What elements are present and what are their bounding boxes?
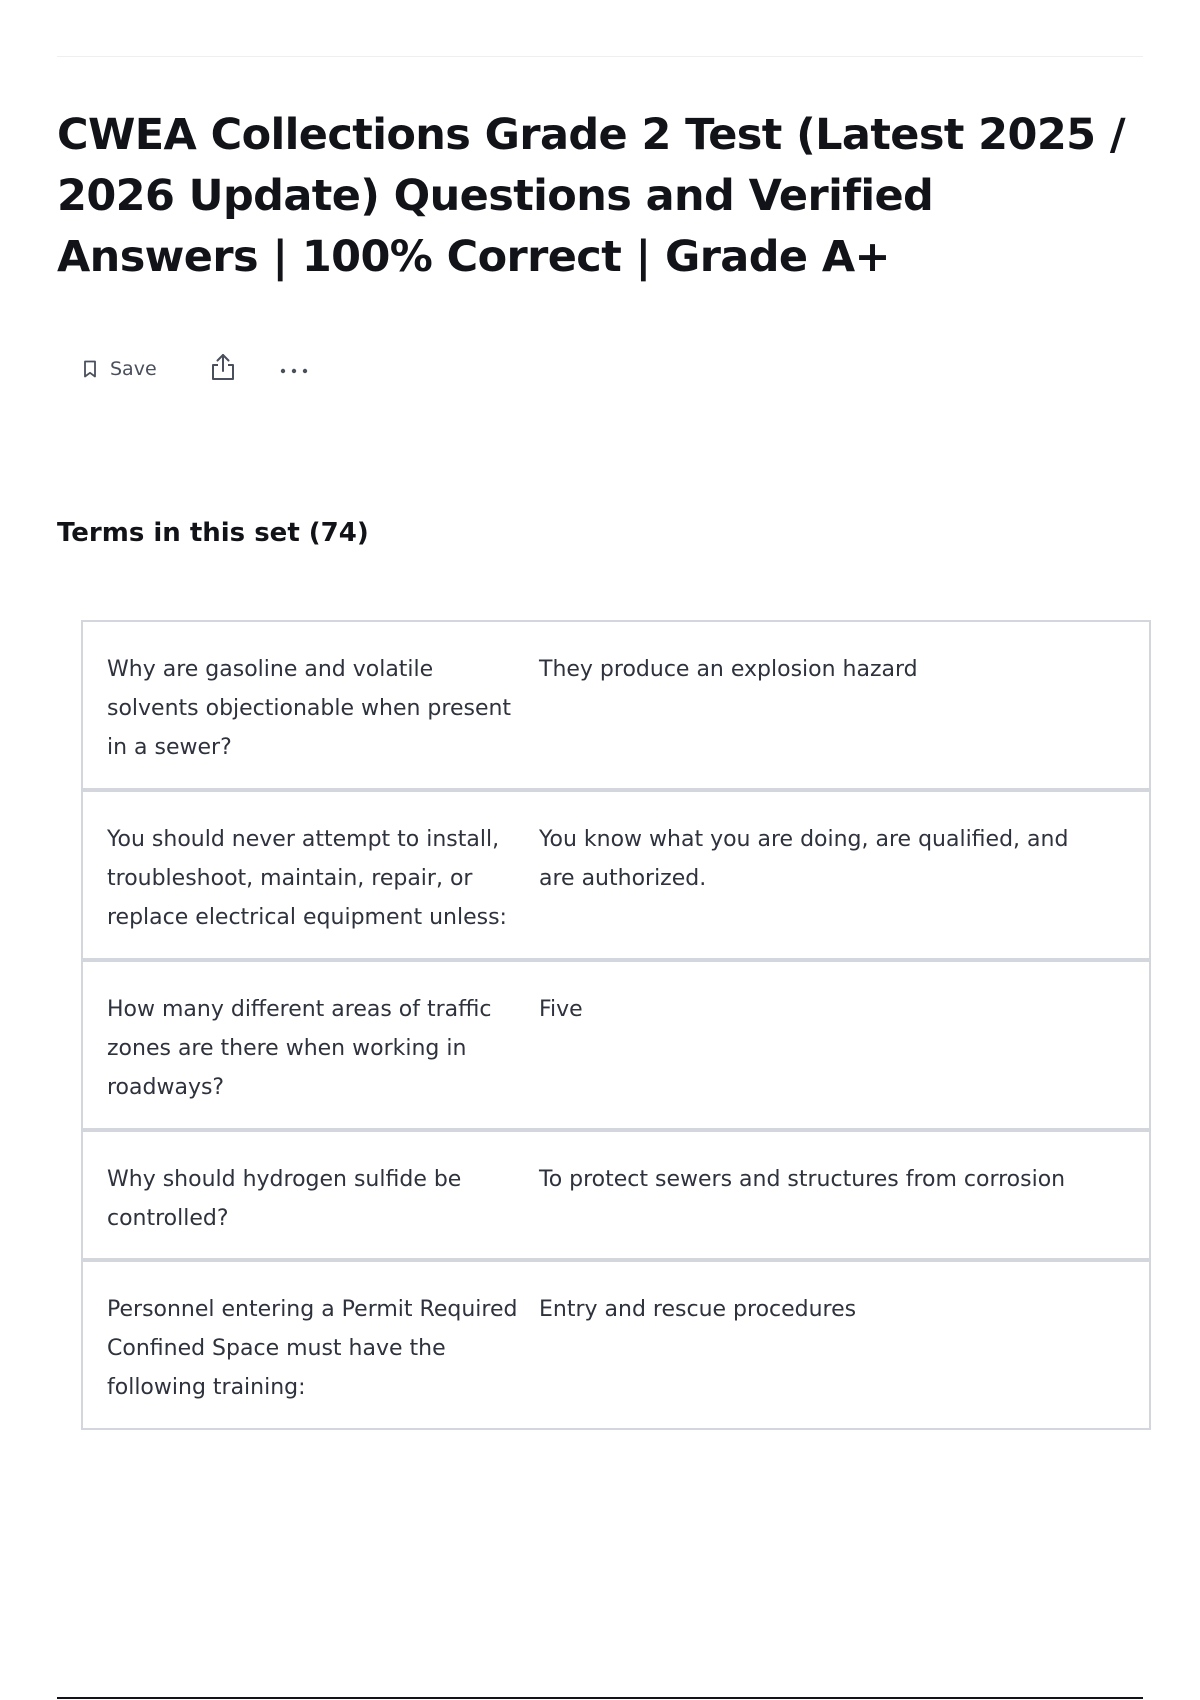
definition-text: To protect sewers and structures from corrosion xyxy=(539,1167,1066,1192)
term-card xyxy=(81,790,1151,960)
term-text: Why should hydrogen sulfide be controlled? xyxy=(107,1167,462,1231)
term-card xyxy=(81,960,1151,1130)
term-card xyxy=(81,620,1151,790)
definition-text: Entry and rescue procedures xyxy=(539,1297,857,1322)
top-divider xyxy=(57,56,1143,57)
term-card xyxy=(81,1260,1151,1430)
definition-text: They produce an explosion hazard xyxy=(539,657,918,682)
save-button[interactable] xyxy=(82,358,157,380)
terms-list xyxy=(81,620,1151,1430)
more-options-button[interactable] xyxy=(279,360,309,379)
definition-text: You know what you are doing, are qualified, and are authorized. xyxy=(539,827,1069,891)
save-label: Save xyxy=(110,358,157,380)
term-text: Why are gasoline and volatile solvents objectionable when present in a sewer? xyxy=(107,657,512,760)
action-bar xyxy=(82,352,309,386)
term-text: You should never attempt to install, troubleshoot, maintain, repair, or replace electrical equipment unless: xyxy=(107,827,507,930)
definition-text: Five xyxy=(539,997,583,1022)
page-title: CWEA Collections Grade 2 Test (Latest 2025 / 2026 Update) Questions and Verified Answers | 100% Correct | Grade A+ xyxy=(57,110,1125,282)
term-text: How many different areas of traffic zones are there when working in roadways? xyxy=(107,997,492,1100)
term-text: Personnel entering a Permit Required Confined Space must have the following training: xyxy=(107,1297,518,1400)
share-button[interactable] xyxy=(209,352,237,386)
more-horizontal-icon xyxy=(279,360,309,379)
terms-heading: Terms in this set (74) xyxy=(57,518,369,548)
bottom-divider xyxy=(57,1697,1143,1699)
term-card xyxy=(81,1130,1151,1260)
share-icon xyxy=(209,352,237,386)
bookmark-icon xyxy=(82,359,98,379)
